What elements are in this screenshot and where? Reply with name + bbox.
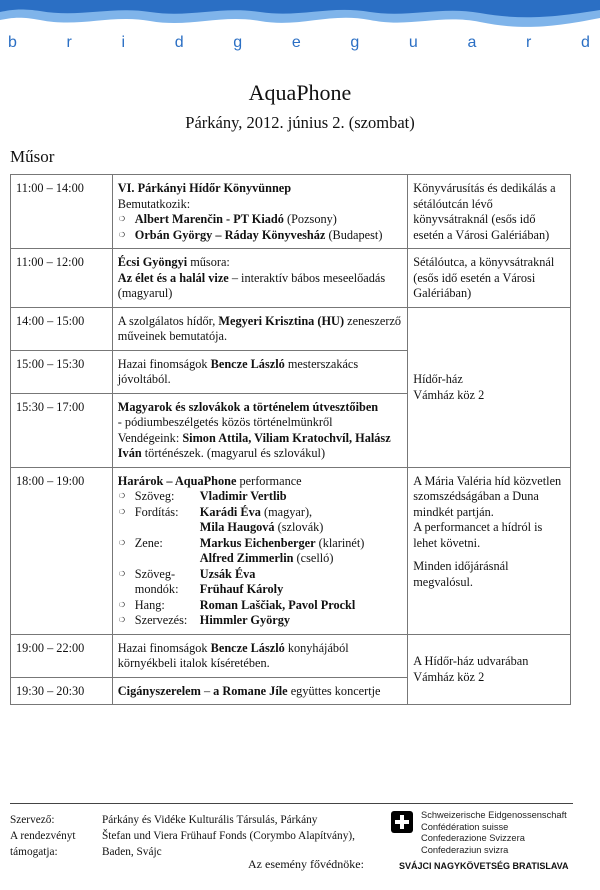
table-row [11,307,571,350]
time-cell: 11:00 – 14:00 [11,175,113,249]
table-row [11,634,571,677]
wave-logo-graphic [0,0,600,34]
time-cell: 14:00 – 15:00 [11,307,113,350]
performer-name: Bencze László [210,356,285,371]
list-item [118,212,403,228]
program-text: A szolgálatos hídőr, [117,313,219,328]
performer-name: Écsi Gyöngyi [117,255,188,269]
section-heading: Műsor [10,147,55,166]
presenter-name: Orbán György – Ráday Könyvesház [134,227,326,242]
logo-letter: i [121,34,126,51]
logo-wordmark [8,34,590,52]
credit-label: ❍ Fordítás: [118,505,196,536]
time-cell: 15:30 – 17:00 [11,393,113,467]
program-cell [112,249,407,308]
presenter-list [118,212,403,243]
logo-letter: d [580,34,590,51]
credit-value: Frühauf Károly [199,582,284,596]
program-text: mesterszakács jóvoltából. [117,356,359,386]
program-text: – interaktív bábos meseelőadás (magyarul) [117,270,386,300]
credit-note: (magyar), [260,504,313,519]
credit-label: ❍ Szöveg: [118,489,196,505]
performer-name: Megyeri Krisztina (HU) [218,313,345,328]
credit-label-part: Szöveg- [134,566,176,581]
credit-value: Alfred Zimmerlin [199,551,294,565]
supporter-name: Štefan und Viera Frühauf Fonds (Corymbo Alapítvány), Baden, Svájc [102,830,355,858]
program-text: Hazai finomságok [117,356,211,371]
location-cell: Sétálóutca, a könyvsátraknál (esős idő esetén a Városi Galériában) [408,249,571,308]
time-cell: 11:00 – 12:00 [11,249,113,308]
supporter-label: támogatja: [10,846,58,858]
page-title: AquaPhone [248,80,352,105]
list-item [118,228,403,244]
program-text: performance [236,473,302,488]
credit-value: Uzsák Éva [199,566,256,581]
time-cell: 19:00 – 22:00 [11,634,113,677]
time-cell: 15:00 – 15:30 [11,350,113,393]
time-cell: 18:00 – 19:00 [11,467,113,634]
credit-value: Roman Laščiak, Pavol Prockl [199,597,356,612]
program-heading: Magyarok és szlovákok a történelem útvesztőiben [117,399,379,414]
program-text: történészek. (magyarul és szlovákul) [141,446,326,460]
credit-label: ❍ Szervezés: [118,613,196,629]
performer-name: Bencze László [210,640,285,655]
location-cell: Könyvárusítás és dedikálás a sétálóutcán lévő könyvsátraknál (esős idő esetén a Városi Galériában) [408,175,571,249]
show-title: Az élet és a halál vize [117,270,229,285]
footer-labels [10,812,100,860]
footer-divider [10,803,573,804]
swiss-line: Schweizerische Eidgenossenschaft [421,810,567,820]
swiss-line: Confederazione Svizzera [421,833,525,843]
program-heading: Harárok – AquaPhone [117,473,237,488]
program-heading: VI. Párkányi Hídőr Könyvünnep [117,181,292,195]
organizer-name: Párkány és Vidéke Kulturális Társulás, Párkány [102,814,318,826]
presenter-city: (Pozsony) [283,212,337,226]
program-text: Vendégeink: [117,430,183,445]
location-text: A Mária Valéria híd közvetlen szomszédságában a Duna mindkét partján. [413,473,562,519]
logo-letter: r [526,34,532,51]
program-cell [112,350,407,393]
logo-letter: d [174,34,184,51]
credit-label-part: mondók: [134,582,179,596]
program-text: műsora: [187,255,230,269]
logo-letter: r [66,34,72,51]
table-row [11,467,571,634]
credit-value: Karádi Éva [199,504,261,519]
bridgeguard-logo [0,0,600,60]
program-heading: Cigányszerelem [117,683,201,698]
credit-label [118,567,196,598]
credit-value: Vladimir Vertlib [199,489,287,503]
program-text: konyhájából környékbeli italok kíséretében. [117,640,349,670]
guest-names: Simon Attila, Viliam Kratochvíl, Halász Iván [117,430,391,460]
program-text: – [200,683,214,698]
organizer-label: Szervező: [10,814,55,826]
credits-grid [118,489,403,629]
table-row [11,175,571,249]
location-name: A Hídőr-ház udvarában [413,654,529,669]
location-address: Vámház köz 2 [413,387,485,402]
location-cell [408,467,571,634]
credit-note: (klarinét) [315,535,365,550]
time-cell: 19:30 – 20:30 [11,677,113,705]
swiss-line: Confédération suisse [421,821,509,832]
presenter-name: Albert Marenčin - PT Kiadó [134,212,284,226]
logo-letter: g [233,34,243,51]
credit-note: (cselló) [293,551,334,565]
logo-letter: g [350,34,360,51]
program-text: Bemutatkozik: [117,196,191,211]
embassy-name: SVÁJCI NAGYKÖVETSÉG BRATISLAVA [399,861,569,871]
program-text: zeneszerző műveinek bemutatója. [117,313,402,343]
logo-letter: u [408,34,418,51]
swiss-line: Confederaziun svizra [421,844,509,855]
location-cell [408,634,571,705]
swiss-confederation-text [421,810,567,856]
program-cell [112,393,407,467]
footer-values [102,812,372,860]
program-cell [112,634,407,677]
page-subtitle: Párkány, 2012. június 2. (szombat) [185,113,415,132]
patron-label: Az esemény fővédnöke: [248,857,364,871]
logo-letter: e [291,34,301,51]
program-text: Hazai finomságok [117,640,211,655]
credit-label: ❍ Zene: [118,536,196,567]
program-text: együttes koncertje [287,683,381,698]
logo-letter: a [467,34,477,51]
location-cell [408,307,571,467]
logo-letter: b [8,34,17,51]
program-text: - pódiumbeszélgetés közös történelmünkről [117,415,333,429]
supporter-label: A rendezvényt [10,830,76,842]
performer-name: a Romane Jíle [213,683,288,698]
program-table [10,174,571,705]
credit-value: Markus Eichenberger [199,535,316,550]
credit-label: ❍ Hang: [118,598,196,614]
program-cell [112,467,407,634]
location-text: Minden időjárásnál megvalósul. [413,559,509,589]
table-row [11,249,571,308]
location-text: A performancet a hídról is lehet követni. [413,520,543,550]
swiss-emblem-icon [391,811,413,833]
program-cell [112,307,407,350]
location-address: Vámház köz 2 [413,669,485,684]
program-cell [112,677,407,705]
credit-value: Mila Haugová [199,520,275,534]
presenter-city: (Budapest) [325,227,383,242]
credit-value: Himmler György [199,613,291,627]
credit-note: (szlovák) [274,520,324,534]
program-cell [112,175,407,249]
location-name: Hídőr-ház [413,372,463,386]
